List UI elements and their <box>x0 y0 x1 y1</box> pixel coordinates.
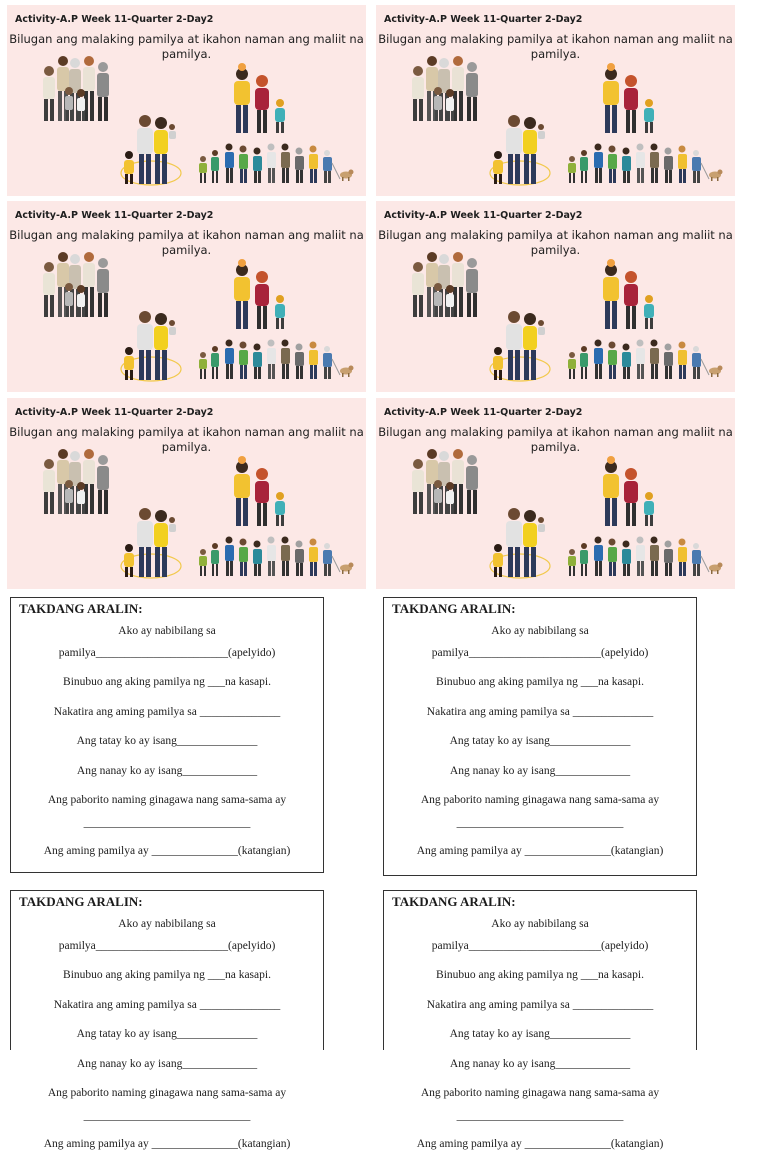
mother-father-child-icon <box>597 458 661 528</box>
parents-and-baby-icon <box>484 504 552 582</box>
homework-line-address: Nakatira ang aming pamilya sa ______________ <box>426 706 654 718</box>
homework-title: TAKDANG ARALIN: <box>392 894 516 909</box>
homework-line-father: Ang tatay ko ay isang______________ <box>76 1028 258 1040</box>
activity-title: Activity-A.P Week 11-Quarter 2-Day2 <box>384 210 583 221</box>
activity-title: Activity-A.P Week 11-Quarter 2-Day2 <box>15 210 214 221</box>
extended-family-icon <box>404 51 484 127</box>
activity-title: Activity-A.P Week 11-Quarter 2-Day2 <box>384 14 583 25</box>
parents-and-baby-icon <box>115 307 183 385</box>
homework-line-surname: pamilya_______________________(apelyido) <box>431 940 649 952</box>
large-family-row-icon <box>196 339 354 381</box>
large-family-row-icon <box>196 536 354 578</box>
extended-family-icon <box>35 51 115 127</box>
homework-line-mother: Ang nanay ko ay isang_____________ <box>449 1058 631 1070</box>
mother-father-child-icon <box>228 65 292 135</box>
homework-line-favorite: Ang paborito naming ginagawa nang sama-sama ay <box>420 1087 660 1099</box>
homework-line-address: Nakatira ang aming pamilya sa ______________ <box>426 999 654 1011</box>
mother-father-child-icon <box>597 261 661 331</box>
extended-family-icon <box>35 444 115 520</box>
homework-box <box>10 890 324 1150</box>
homework-box <box>383 890 697 1150</box>
homework-line-father: Ang tatay ko ay isang______________ <box>449 1028 631 1040</box>
parents-and-baby-icon <box>115 504 183 582</box>
homework-line-members: Binubuo ang aking pamilya ng ___na kasapi. <box>436 969 644 981</box>
homework-line-blank: _____________________________ <box>83 1110 251 1122</box>
homework-line-favorite: Ang paborito naming ginagawa nang sama-sama ay <box>420 794 660 806</box>
mother-father-child-icon <box>597 65 661 135</box>
parents-and-baby-icon <box>115 111 183 189</box>
extended-family-icon <box>404 247 484 323</box>
homework-line-members: Binubuo ang aking pamilya ng ___na kasapi. <box>63 969 271 981</box>
homework-line-belong: Ako ay nabibilang sa <box>491 625 589 637</box>
activity-card <box>7 201 366 392</box>
activity-card <box>7 398 366 589</box>
extended-family-icon <box>35 247 115 323</box>
parents-and-baby-icon <box>484 307 552 385</box>
homework-line-mother: Ang nanay ko ay isang_____________ <box>76 765 258 777</box>
homework-line-belong: Ako ay nabibilang sa <box>118 625 216 637</box>
activity-title: Activity-A.P Week 11-Quarter 2-Day2 <box>384 407 583 418</box>
homework-line-mother: Ang nanay ko ay isang_____________ <box>449 765 631 777</box>
homework-line-address: Nakatira ang aming pamilya sa ______________ <box>53 999 281 1011</box>
activity-instruction: Bilugan ang malaking pamilya at ikahon naman ang maliit na pamilya. <box>378 228 733 257</box>
parents-and-baby-icon <box>484 111 552 189</box>
large-family-row-icon <box>565 339 723 381</box>
large-family-row-icon <box>565 536 723 578</box>
homework-title: TAKDANG ARALIN: <box>19 894 143 909</box>
homework-line-mother: Ang nanay ko ay isang_____________ <box>76 1058 258 1070</box>
homework-line-surname: pamilya_______________________(apelyido) <box>431 647 649 659</box>
activity-instruction: Bilugan ang malaking pamilya at ikahon naman ang maliit na pamilya. <box>9 425 364 454</box>
homework-line-blank: _____________________________ <box>83 817 251 829</box>
homework-line-favorite: Ang paborito naming ginagawa nang sama-sama ay <box>47 1087 287 1099</box>
homework-title: TAKDANG ARALIN: <box>392 601 516 616</box>
homework-line-blank: _____________________________ <box>456 1110 624 1122</box>
mother-father-child-icon <box>228 458 292 528</box>
activity-instruction: Bilugan ang malaking pamilya at ikahon naman ang maliit na pamilya. <box>9 32 364 61</box>
homework-line-belong: Ako ay nabibilang sa <box>491 918 589 930</box>
activity-card <box>376 201 735 392</box>
homework-line-trait: Ang aming pamilya ay _______________(katangian) <box>416 1138 664 1150</box>
homework-line-trait: Ang aming pamilya ay _______________(katangian) <box>43 845 291 857</box>
extended-family-icon <box>404 444 484 520</box>
large-family-row-icon <box>196 143 354 185</box>
homework-line-favorite: Ang paborito naming ginagawa nang sama-sama ay <box>47 794 287 806</box>
activity-card <box>376 5 735 196</box>
homework-box <box>10 597 324 873</box>
homework-line-trait: Ang aming pamilya ay _______________(katangian) <box>416 845 664 857</box>
activity-title: Activity-A.P Week 11-Quarter 2-Day2 <box>15 407 214 418</box>
homework-line-address: Nakatira ang aming pamilya sa ______________ <box>53 706 281 718</box>
activity-instruction: Bilugan ang malaking pamilya at ikahon naman ang maliit na pamilya. <box>378 32 733 61</box>
activity-card <box>376 398 735 589</box>
homework-line-surname: pamilya_______________________(apelyido) <box>58 647 276 659</box>
activity-instruction: Bilugan ang malaking pamilya at ikahon naman ang maliit na pamilya. <box>378 425 733 454</box>
homework-line-surname: pamilya_______________________(apelyido) <box>58 940 276 952</box>
large-family-row-icon <box>565 143 723 185</box>
homework-line-belong: Ako ay nabibilang sa <box>118 918 216 930</box>
homework-line-blank: _____________________________ <box>456 817 624 829</box>
activity-card <box>7 5 366 196</box>
activity-title: Activity-A.P Week 11-Quarter 2-Day2 <box>15 14 214 25</box>
activity-instruction: Bilugan ang malaking pamilya at ikahon naman ang maliit na pamilya. <box>9 228 364 257</box>
homework-box <box>383 597 697 876</box>
homework-line-members: Binubuo ang aking pamilya ng ___na kasapi. <box>436 676 644 688</box>
homework-line-father: Ang tatay ko ay isang______________ <box>76 735 258 747</box>
homework-title: TAKDANG ARALIN: <box>19 601 143 616</box>
homework-line-members: Binubuo ang aking pamilya ng ___na kasapi. <box>63 676 271 688</box>
homework-line-trait: Ang aming pamilya ay _______________(katangian) <box>43 1138 291 1150</box>
homework-line-father: Ang tatay ko ay isang______________ <box>449 735 631 747</box>
mother-father-child-icon <box>228 261 292 331</box>
